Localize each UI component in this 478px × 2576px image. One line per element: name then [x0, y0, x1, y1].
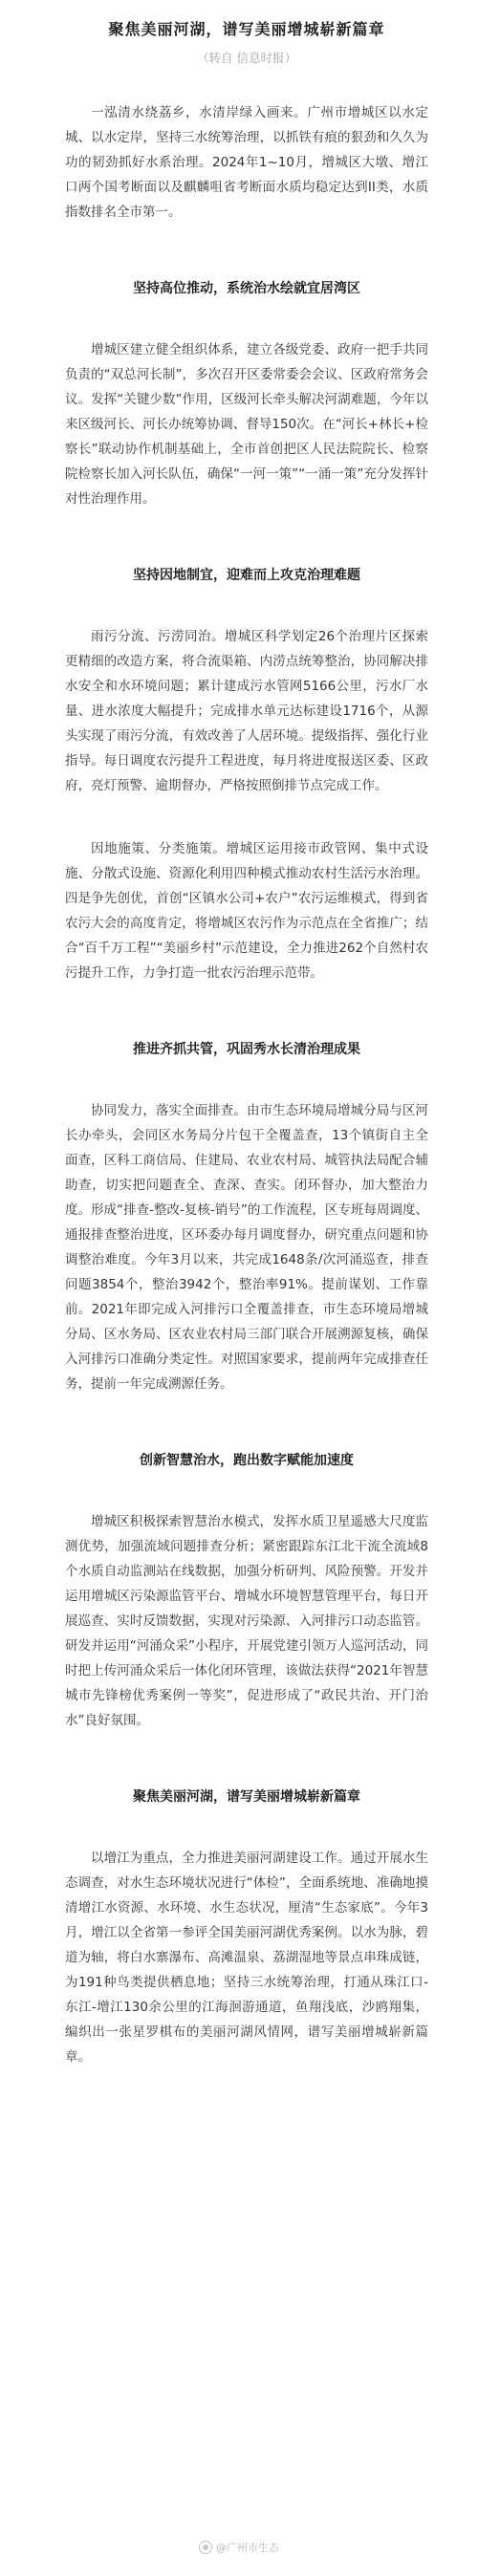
article-title: 聚焦美丽河湖，谱写美丽增城崭新篇章 [108, 20, 385, 38]
article-source: （转自 信息时报） [197, 51, 296, 65]
section-heading-3: 推进齐抓共管，巩固秀水长清治理成果 [133, 1042, 360, 1057]
weibo-icon [199, 2541, 212, 2554]
section-4-paragraph-1: 增城区积极探索智慧治水模式，发挥水质卫星遥感大尺度监测优势，加强流域问题排查分析；紧密跟踪东江北干流全流域8个水质自动监测站在线数据，加强分析研判、风险预警。开发并运用增城区污染源监管平台、增城水环境智慧管理平台，每日开展巡查、实时反馈数据，实现对污染源、入河排污口动态监管。研发并运用“河涌众采”小程序，开展党建引领万人巡河活动，同时把上传河涌众采后一体化闭环管理，该做法获得“2021年智慧城市先锋榜优秀案例一等奖”，促进形成了“政民共治、开门治水”良好氛围。 [65, 1514, 428, 1728]
watermark-text: @广州市生态 [216, 2542, 279, 2554]
section-1-paragraph-1: 增城区建立健全组织体系，建立各级党委、政府一把手共同负责的“双总河长制”，多次召开区委常委会会议、区政府常务会议。发挥“关键少数”作用，区级河长牵头解决河湖难题，今年以来区级河长、河长办统筹协调、督导150次。在“河长+林长+检察长”联动协作机制基础上，全市首创把区人民法院院长、检察院检察长加入河长队伍，确保“一河一策”“一涌一策”充分发挥针对性治理作用。 [65, 342, 428, 507]
intro-paragraph: 一泓清水绕荔乡，水清岸绿入画来。广州市增城区以水定城、以水定岸，坚持三水统筹治理，以抓铁有痕的狠劲和久久为功的韧劲抓好水系治理。2024年1~10月，增城区大墩、增江口两个国考断面以及麒麟咀省考断面水质均稳定达到II类，水质指数排名全市第一。 [65, 105, 428, 220]
section-heading-5: 聚焦美丽河湖，谱写美丽增城崭新篇章 [133, 1789, 360, 1805]
section-3-paragraph-1: 协同发力，落实全面排查。由市生态环境局增城分局与区河长办牵头，会同区水务局分片包干全覆盖查，13个镇街自主全面查，区科工商信局、住建局、农业农村局、城管执法局配合辅助查，切实把问题查全、查深、查实。闭环督办，加大整治力度。形成“排查-整改-复核-销号”的工作流程，区专班每周调度、通报排查整治进度，区环委办每月调度督办，研究重点问题和协调整治难度。今年3月以来，共完成1648条/次河涌巡查，排查问题3854个，整治3942个，整治率91%。提前谋划、工作靠前。2021年即完成入河排污口全覆盖排查，市生态环境局增城分局、区水务局、区农业农村局三部门联合开展溯源复核，确保入河排污口准确分类定性。对照国家要求，提前两年完成排查任务，提前一年完成溯源任务。 [65, 1103, 428, 1392]
section-2-paragraph-2: 因地施策、分类施策。增城区运用接市政管网、集中式设施、分散式设施、资源化利用四种模式推动农村生活污水治理。四是争先创优，首创“区镇水公司+农户”农污运维模式，得到省农污大会的高度肯定，将增城区农污作为示范点在全省推广；结合“百千万工程”“美丽乡村”示范建设，全力推进262个自然村农污提升工作，力争打造一批农污治理示范带。 [65, 841, 428, 981]
section-5-paragraph-1: 以增江为重点，全力推进美丽河湖建设工作。通过开展水生态调查，对水生态环境状况进行“体检”，全面系统地、准确地摸清增江水资源、水环境、水生态状况，厘清“生态家底”。今年3月，增江以全省第一参评全国美丽河湖优秀案例。以水为脉，碧道为轴，将白水寨瀑布、高滩温泉、荔湖湿地等景点串珠成链，为191种鸟类提供栖息地；坚持三水统筹治理，打通从珠江口-东江-增江130余公里的江海洄游通道，鱼翔浅底，沙鸥翔集，编织出一张星罗棋布的美丽河湖风情网，谱写美丽增城崭新篇章。 [65, 1851, 428, 2065]
section-2-paragraph-1: 雨污分流、污涝同治。增城区科学划定26个治理片区探索更精细的改造方案，将合流渠箱、内涝点统筹整治，协同解决排水安全和水环境问题；累计建成污水管网5166公里，污水厂水量、进水浓度大幅提升；完成排水单元达标建设1716个，从源头实现了雨污分流，有效改善了人居环境。提级指挥、强化行业指导。每日调度农污提升工程进度，每月将进度报送区委、区政府，亮灯预警、逾期督办，严格按照倒排节点完成工作。 [65, 629, 428, 793]
section-heading-1: 坚持高位推动，系统治水绘就宜居湾区 [133, 281, 360, 296]
watermark [0, 2540, 478, 2555]
section-heading-4: 创新智慧治水，跑出数字赋能加速度 [140, 1453, 354, 1468]
section-heading-2: 坚持因地制宜，迎难而上攻克治理难题 [133, 568, 360, 583]
